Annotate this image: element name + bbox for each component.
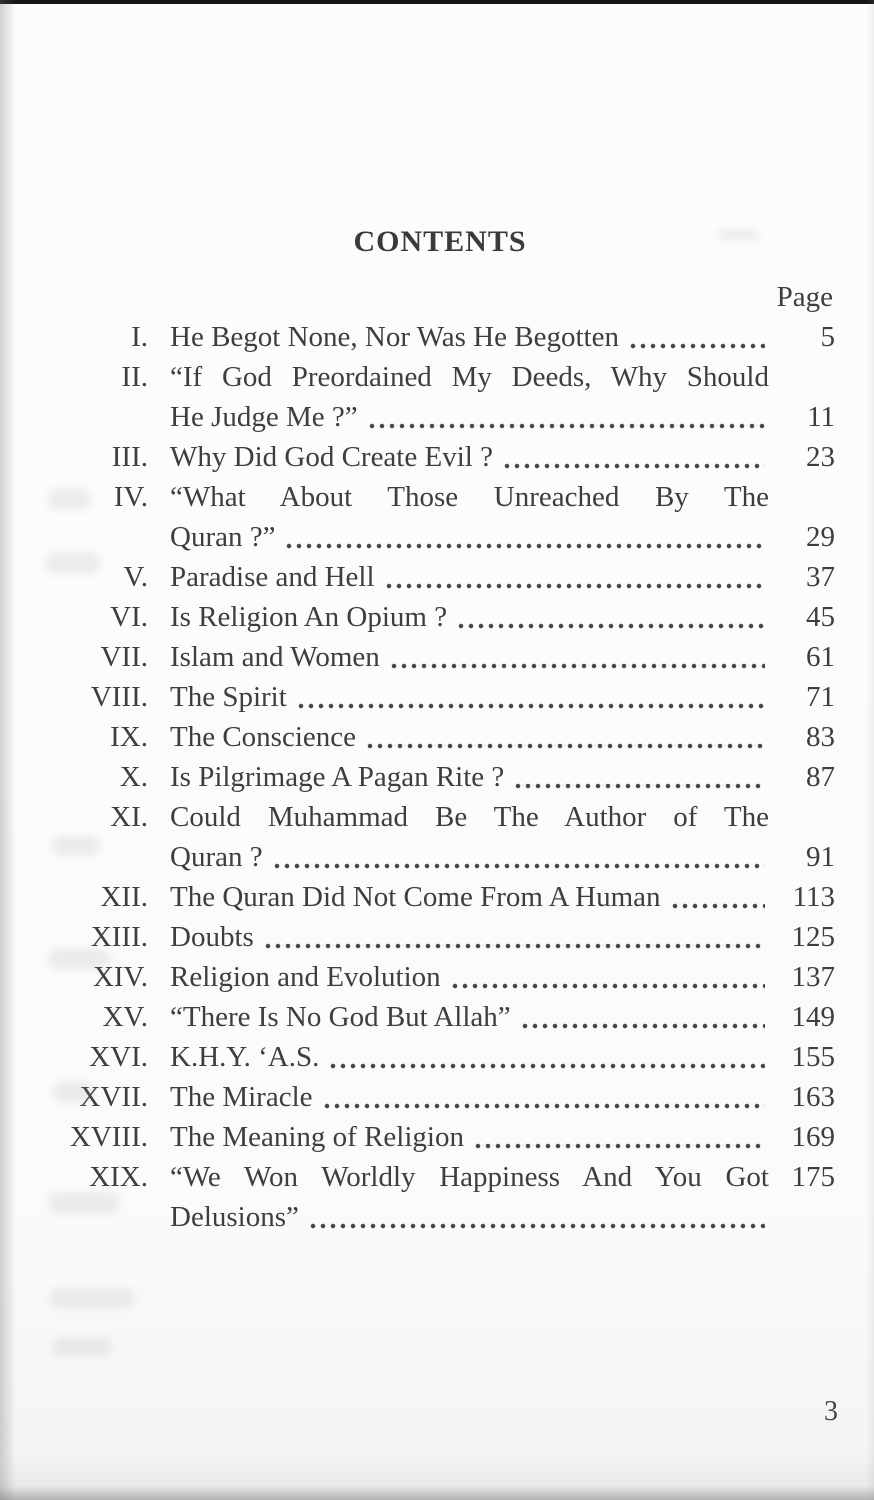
dot-leader [261,917,765,957]
toc-entry-numeral: X. [119,761,148,793]
toc-entry-title: The Meaning of Religion [170,1121,464,1153]
toc-entry-lines [170,557,835,597]
toc-entry-title: “We Won Worldly Happiness And You Got [170,1161,769,1193]
toc-entry-page-number: 149 [791,1001,835,1033]
scan-edge-bottom [0,1486,874,1500]
toc-entry-page-number: 175 [791,1161,835,1193]
toc-entry-page-number: 83 [806,721,835,753]
dot-leader [448,957,765,997]
dot-leader [294,677,765,717]
toc-entry-numeral: II. [121,361,148,393]
toc-entry-lines [170,317,835,357]
toc-entry-page-number: 91 [806,841,835,873]
toc-entry-title: Islam and Women [170,641,380,673]
dot-leader [471,1117,765,1157]
toc-entry-title: “If God Preordained My Deeds, Why Should [170,361,769,393]
toc-entry [45,917,835,957]
toc-entry-title: The Quran Did Not Come From A Human [170,881,661,913]
dot-leader [500,437,765,477]
toc-entry-page-number: 23 [806,441,835,473]
toc-entry-lines [170,717,835,757]
scan-artifact [52,1082,96,1102]
page-title: CONTENTS [353,225,527,258]
toc-entry [45,997,835,1037]
dot-leader [626,317,765,357]
toc-entry-line [170,357,835,397]
toc-entry-line [170,917,835,957]
dot-leader [282,517,765,557]
footer-page-number: 3 [824,1396,838,1427]
dot-leader [363,717,765,757]
toc-entry [45,877,835,917]
toc-entry-line [170,797,835,837]
toc-entry-line [170,717,835,757]
toc-entry-lines [170,357,835,437]
toc-entry-title: Quran ?” [170,521,276,553]
toc-entry-line [170,957,835,997]
dot-leader [382,557,765,597]
dot-leader [668,877,765,917]
dot-leader [387,637,765,677]
toc-entry-line [170,997,835,1037]
toc-entry [45,717,835,757]
toc-entry-lines [170,957,835,997]
toc-entry-title: Religion and Evolution [170,961,441,993]
toc-entry-numeral: III. [111,441,148,473]
toc-entry-lines [170,677,835,717]
toc-entry-line [170,1077,835,1117]
toc-entry [45,597,835,637]
toc-entry-lines [170,1037,835,1077]
toc-entry-title: Could Muhammad Be The Author of The [170,801,769,833]
toc-entry-line [170,757,835,797]
toc-entry [45,1077,835,1117]
scan-artifact [48,1192,120,1214]
toc-entry-numeral: XII. [100,881,148,913]
toc-entry-lines [170,757,835,797]
scan-edge-left [0,0,16,1500]
toc-entry-page-number: 37 [806,561,835,593]
toc-entry-page-number: 137 [791,961,835,993]
toc-entry-line [170,1197,835,1237]
toc-entry-lines [170,637,835,677]
toc-entry-title: Quran ? [170,841,263,873]
dot-leader [365,397,765,437]
toc-entry [45,957,835,997]
toc-entry-title: Doubts [170,921,254,953]
toc [45,317,835,1237]
toc-entry-lines [170,437,835,477]
dot-leader [518,997,765,1037]
toc-entry [45,797,835,877]
toc-entry-line [170,1157,835,1197]
toc-entry-page-number [769,357,835,397]
toc-entry-page-number: 5 [820,321,835,353]
dot-leader [306,1197,765,1237]
toc-entry [45,757,835,797]
toc-entry-page-number: 155 [791,1041,835,1073]
toc-entry-title: The Miracle [170,1081,313,1113]
toc-entry-line [170,317,835,357]
toc-entry-page-number [769,797,835,837]
toc-entry-title: Paradise and Hell [170,561,375,593]
toc-entry [45,357,835,437]
toc-entry [45,1117,835,1157]
toc-entry-page-number: 29 [806,521,835,553]
toc-entry [45,557,835,597]
toc-entry-lines [170,597,835,637]
scan-artifact [52,836,100,856]
toc-entry [45,1037,835,1077]
toc-entry-numeral: XVII. [79,1081,148,1113]
toc-entry-title: Is Pilgrimage A Pagan Rite ? [170,761,505,793]
toc-entry-title: He Judge Me ?” [170,401,358,433]
scan-artifact [48,488,90,510]
toc-entry-page-number: 61 [806,641,835,673]
toc-entry-page-number [769,477,835,517]
scan-artifact [46,552,100,574]
toc-entry-numeral: V. [123,561,148,593]
scan-artifact [718,230,760,240]
toc-entry-numeral: VII. [100,641,148,673]
toc-entry-title: Is Religion An Opium ? [170,601,448,633]
toc-entry-page-number: 11 [807,401,835,433]
toc-entry-page-number: 125 [791,921,835,953]
toc-entry-lines [170,1157,835,1237]
toc-entry-numeral: XI. [110,801,148,833]
toc-entry-title: Delusions” [170,1201,299,1233]
toc-entry-line [170,397,835,437]
toc-entry-title: He Begot None, Nor Was He Begotten [170,321,619,353]
toc-entry-numeral: XIV. [92,961,148,993]
dot-leader [270,837,765,877]
toc-entry-line [170,517,835,557]
toc-entry-numeral: XIII. [90,921,148,953]
toc-entry-lines [170,797,835,877]
dot-leader [511,757,765,797]
toc-entry-line [170,837,835,877]
toc-entry-page-number: 163 [791,1081,835,1113]
toc-entry-line [170,477,835,517]
dot-leader [326,1037,765,1077]
dot-leader [320,1077,765,1117]
toc-entry-lines [170,1117,835,1157]
toc-entry-numeral: IX. [110,721,148,753]
toc-entry-page-number: 87 [806,761,835,793]
toc-entry-title: K.H.Y. ‘A.S. [170,1041,320,1073]
toc-entry-page-number: 169 [791,1121,835,1153]
toc-entry-line [170,877,835,917]
toc-entry [45,637,835,677]
scan-artifact [50,1288,134,1308]
toc-entry-lines [170,877,835,917]
page-column-header: Page [776,281,833,313]
toc-entry-lines [170,917,835,957]
toc-entry-title: Why Did God Create Evil ? [170,441,493,473]
toc-entry [45,317,835,357]
toc-entry-line [170,637,835,677]
toc-entry-title: “There Is No God But Allah” [170,1001,511,1033]
toc-entry [45,477,835,557]
toc-entry-page-number: 45 [806,601,835,633]
toc-entry-line [170,1037,835,1077]
toc-entry-title: The Spirit [170,681,287,713]
toc-entry-numeral: VIII. [90,681,148,713]
toc-entry-line [170,1117,835,1157]
toc-entry-numeral: XVIII. [69,1121,148,1153]
toc-entry-numeral: XV. [102,1001,148,1033]
dot-leader [454,597,765,637]
toc-entry-numeral: XIX. [89,1161,148,1193]
toc-entry [45,1157,835,1237]
toc-entry-numeral: IV. [113,481,148,513]
scan-edge-right [866,0,874,1500]
toc-entry-page-number: 71 [806,681,835,713]
toc-entry-title: The Conscience [170,721,357,753]
toc-entry-numeral: XVI. [89,1041,148,1073]
toc-entry [45,677,835,717]
toc-entry-page-number: 113 [792,881,835,913]
toc-entry-lines [170,997,835,1037]
toc-entry-lines [170,1077,835,1117]
toc-entry-lines [170,477,835,557]
toc-entry-line [170,677,835,717]
toc-entry-line [170,437,835,477]
page-content [45,0,835,1237]
scan-artifact [52,1338,112,1356]
toc-entry [45,437,835,477]
toc-entry-numeral: VI. [110,601,148,633]
toc-entry-page-number [769,1197,835,1237]
scan-artifact [48,948,110,970]
toc-entry-numeral: I. [131,321,148,353]
toc-entry-title: “What About Those Unreached By The [170,481,769,513]
toc-entry-line [170,557,835,597]
toc-entry-line [170,597,835,637]
